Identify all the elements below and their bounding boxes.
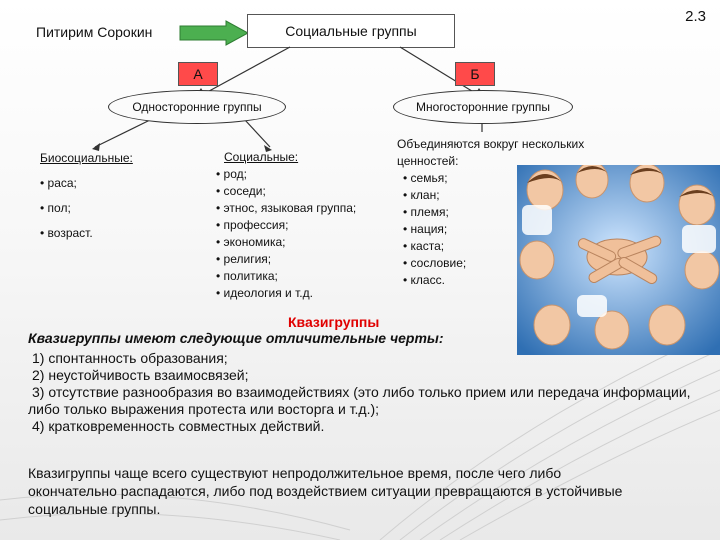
social-item: • профессия; xyxy=(216,218,289,232)
one-sided-groups-ellipse xyxy=(108,90,286,124)
social-list xyxy=(216,166,396,302)
biosocial-item: • пол; xyxy=(40,201,71,215)
social-item: • этнос, языковая группа; xyxy=(216,201,357,215)
quasi-groups-title: Квазигруппы xyxy=(288,314,380,330)
quasi-conclusion: Квазигруппы чаще всего существуют непродолжительное время, после чего либо окончательно распадаются, либо под воздействием ситуации превращаются в устойчивые социальные группы. xyxy=(28,465,623,517)
group-hands-photo xyxy=(517,165,720,355)
multi-sided-groups-ellipse xyxy=(393,90,573,124)
quasi-groups-subtitle: Квазигруппы имеют следующие отличительные черты: xyxy=(28,330,444,346)
branch-b-letter-box xyxy=(455,62,495,86)
biosocial-item: • раса; xyxy=(40,176,77,190)
slide-number: 2.3 xyxy=(685,8,706,25)
social-item: • род; xyxy=(216,167,247,181)
multi-sided-item: • класс. xyxy=(403,273,445,287)
page-title: Социальные группы xyxy=(285,23,417,39)
multi-sided-item: • семья; xyxy=(403,171,448,185)
biosocial-block xyxy=(40,150,190,242)
multi-sided-item: • сословие; xyxy=(403,256,467,270)
quasi-feature: 2) неустойчивость взаимосвязей; xyxy=(32,367,249,383)
quasi-feature: 1) спонтанность образования; xyxy=(32,350,228,366)
multi-sided-item: • клан; xyxy=(403,188,440,202)
multi-sided-item: • каста; xyxy=(403,239,445,253)
biosocial-item: • возраст. xyxy=(40,226,93,240)
multi-sided-intro: Объединяются вокруг нескольких xyxy=(397,137,585,151)
social-item: • идеология и т.д. xyxy=(216,286,313,300)
branch-b-letter: Б xyxy=(470,66,480,82)
people-circle-illustration xyxy=(517,165,720,355)
quasi-features-list xyxy=(28,350,698,435)
branch-a-letter: А xyxy=(193,66,203,82)
social-item: • политика; xyxy=(216,269,278,283)
social-item: • религия; xyxy=(216,252,272,266)
social-title: Социальные: xyxy=(224,150,299,164)
social-item: • экономика; xyxy=(216,235,286,249)
branch-a-letter-box xyxy=(178,62,218,86)
quasi-feature: 3) отсутствие разнообразия во взаимодействиях (это либо только прием или передача информации, либо только выражения протеста или восторга и т.д.); xyxy=(28,384,691,417)
social-item: • соседи; xyxy=(216,184,266,198)
one-sided-groups-label: Односторонние группы xyxy=(132,100,262,114)
multi-sided-groups-label: Многосторонние группы xyxy=(416,100,550,114)
biosocial-title: Биосоциальные: xyxy=(40,151,133,165)
author-name: Питирим Сорокин xyxy=(36,24,153,40)
multi-sided-intro: ценностей: xyxy=(397,154,459,168)
quasi-feature: 4) кратковременность совместных действий. xyxy=(32,418,325,434)
multi-sided-item: • нация; xyxy=(403,222,448,236)
multi-sided-item: • племя; xyxy=(403,205,449,219)
social-block xyxy=(216,149,396,302)
